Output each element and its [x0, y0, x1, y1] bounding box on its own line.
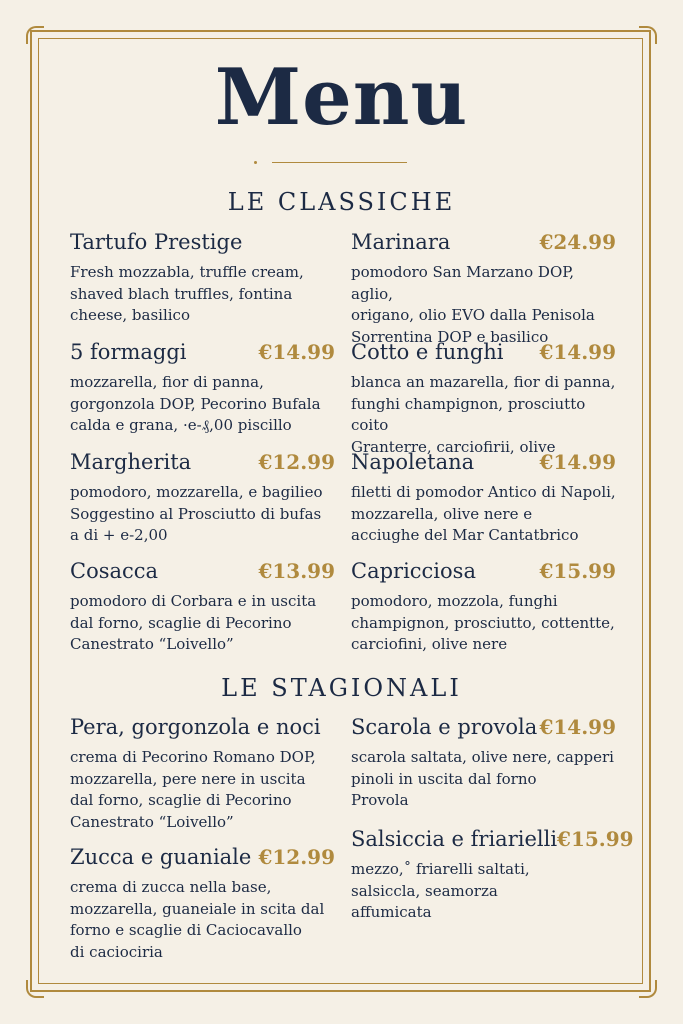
menu-item — [70, 845, 335, 963]
item-description: mezzo,˚ friarelli saltati, salsiccla, seamorza affumicata — [351, 860, 530, 921]
divider-dot — [254, 161, 257, 164]
item-description: scarola saltata, olive nere, capperi pinoli in uscita dal forno Provola — [351, 748, 614, 809]
item-description: pomodoro San Marzano DOP, aglio, origano, olio EVO dalla Penisola Sorrentina DOP e basilico — [351, 263, 595, 346]
item-name: 5 formaggi — [70, 340, 187, 364]
item-name: Salsiccia e friarielli — [351, 827, 558, 851]
item-price: €12.99 — [258, 450, 335, 474]
item-price: €14.99 — [539, 340, 616, 364]
item-price: €12.99 — [258, 845, 335, 869]
title-divider — [272, 162, 407, 163]
item-description: crema di Pecorino Romano DOP, mozzarella, pere nere in uscita dal forno, scaglie di Pecorino Canestrato “Loivello” — [70, 748, 316, 831]
item-name: Margherita — [70, 450, 192, 474]
item-description: pomodoro, mozzola, funghi champignon, prosciutto, cottentte, carciofini, olive nere — [351, 592, 615, 653]
item-description: Fresh mozzabla, truffle cream, shaved blach truffles, fontina cheese, basilico — [70, 263, 304, 324]
item-description: filetti di pomodor Antico di Napoli, mozzarella, olive nere e acciughe del Mar Cantatbrico — [351, 483, 616, 544]
menu-item — [70, 230, 335, 327]
corner-ornament — [26, 980, 44, 998]
item-name: Cotto e funghi — [351, 340, 504, 364]
item-name: Scarola e provola — [351, 715, 538, 739]
item-name: Marinara — [351, 230, 451, 254]
item-name: Napoletana — [351, 450, 475, 474]
item-name: Capricciosa — [351, 559, 476, 583]
item-name: Zucca e guaniale — [70, 845, 252, 869]
menu-item — [351, 340, 616, 458]
item-price: €15.99 — [539, 559, 616, 583]
item-price: €24.99 — [539, 230, 616, 254]
item-name: Pera, gorgonzola e noci — [70, 715, 321, 739]
corner-ornament — [639, 980, 657, 998]
item-description: mozzarella, fior di panna, gorgonzola DOP, Pecorino Bufala calda e grana, ·e-₰,00 piscillo — [70, 373, 321, 434]
corner-ornament — [26, 26, 44, 44]
item-price: €14.99 — [258, 340, 335, 364]
menu-item — [351, 450, 616, 547]
item-name: Tartufo Prestige — [70, 230, 243, 254]
item-description: pomodoro di Corbara e in uscita dal forno, scaglie di Pecorino Canestrato “Loivello” — [70, 592, 317, 653]
menu-title: Menu — [214, 52, 469, 143]
menu-item — [351, 827, 634, 924]
menu-item — [351, 230, 616, 348]
item-price: €15.99 — [557, 827, 634, 851]
corner-ornament — [639, 26, 657, 44]
item-description: pomodoro, mozzarella, e bagilieo Soggestino al Prosciutto di bufas a di + e-2,00 — [70, 483, 323, 544]
menu-item — [70, 450, 335, 547]
menu-item — [351, 559, 616, 656]
section-title-classiche: LE CLASSICHE — [227, 188, 456, 216]
item-description: crema di zucca nella base, mozzarella, guaneiale in scita dal forno e scaglie di Caciocavallo di caciociria — [70, 878, 325, 961]
item-price: €14.99 — [539, 715, 616, 739]
item-price: €13.99 — [258, 559, 335, 583]
menu-item — [70, 559, 335, 656]
menu-item — [70, 340, 335, 437]
item-price: €14.99 — [539, 450, 616, 474]
item-name: Cosacca — [70, 559, 159, 583]
item-description: blanca an mazarella, fior di panna, funghi champignon, prosciutto coito Granterre, carciofirii, olive — [351, 373, 616, 456]
menu-item — [70, 715, 335, 833]
menu-item — [351, 715, 616, 812]
section-title-stagionali: LE STAGIONALI — [221, 674, 462, 702]
